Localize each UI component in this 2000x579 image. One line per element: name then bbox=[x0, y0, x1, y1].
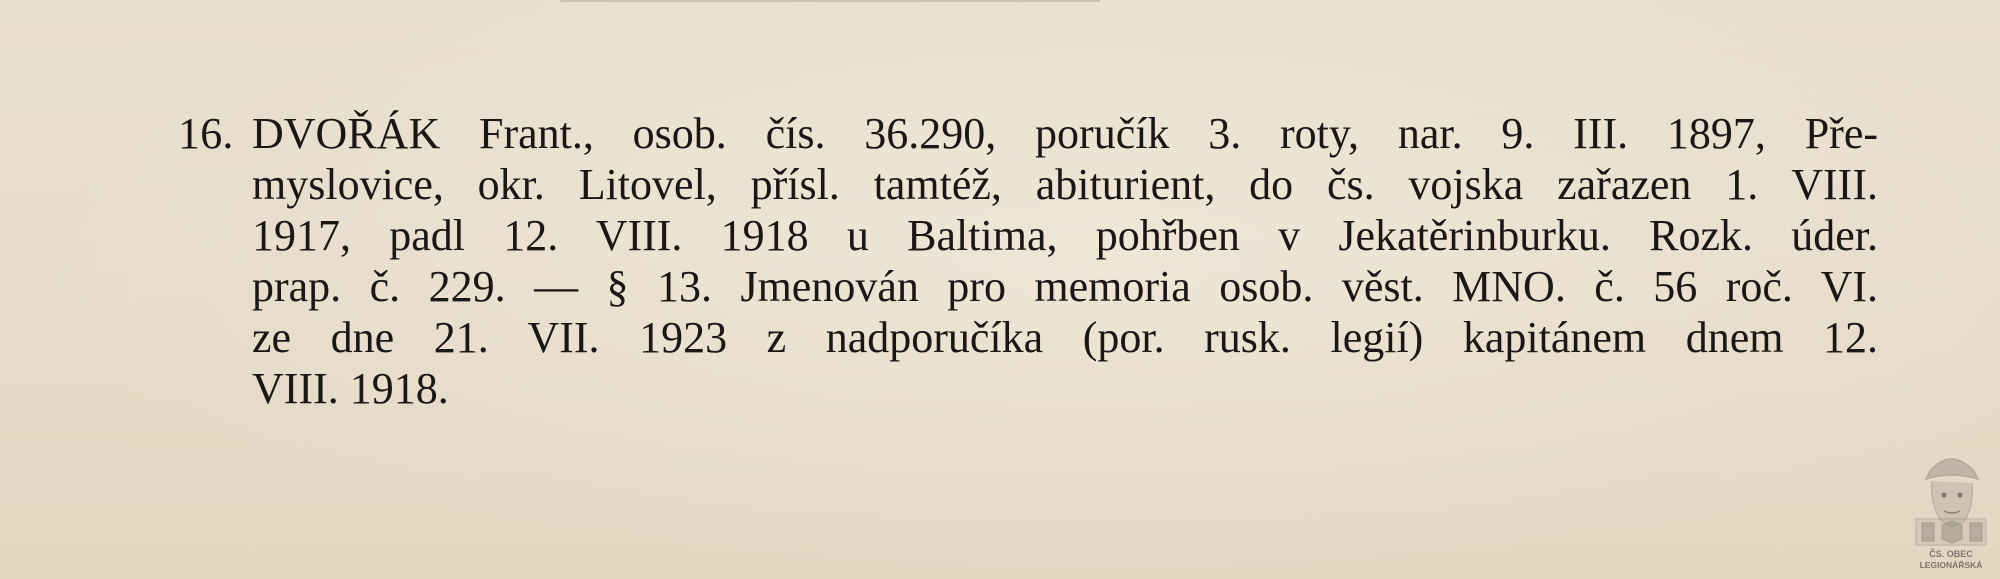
legion-stamp-logo bbox=[1908, 441, 1994, 572]
entry-line: myslovice, okr. Litovel, přísl. tamtéž, abiturient, do čs. vojska zařazen 1. VIII. bbox=[252, 160, 1878, 209]
entry-line: DVOŘÁK Frant., osob. čís. 36.290, poručík 3. roty, nar. 9. III. 1897, Pře- bbox=[252, 109, 1878, 158]
entry-line: VIII. 1918. bbox=[252, 364, 449, 413]
entry-line: 1917, padl 12. VIII. 1918 u Baltima, pohřben v Jekatěrinburku. Rozk. úder. bbox=[252, 211, 1878, 260]
legion-soldier-emblem-icon bbox=[1916, 459, 1986, 545]
stamp-text-line2: LEGIONÁŘSKÁ bbox=[1919, 560, 1983, 570]
entry-line: prap. č. 229. — § 13. Jmenován pro memoria osob. věst. MNO. č. 56 roč. VI. bbox=[252, 262, 1878, 311]
entry-number: 16. bbox=[178, 109, 234, 158]
entry-line: ze dne 21. VII. 1923 z nadporučíka (por. rusk. legií) kapitánem dnem 12. bbox=[252, 313, 1878, 362]
stamp-text-line1: ČS. OBEC bbox=[1929, 549, 1973, 559]
top-rule-divider bbox=[560, 0, 1100, 2]
entry-text bbox=[252, 108, 1878, 414]
